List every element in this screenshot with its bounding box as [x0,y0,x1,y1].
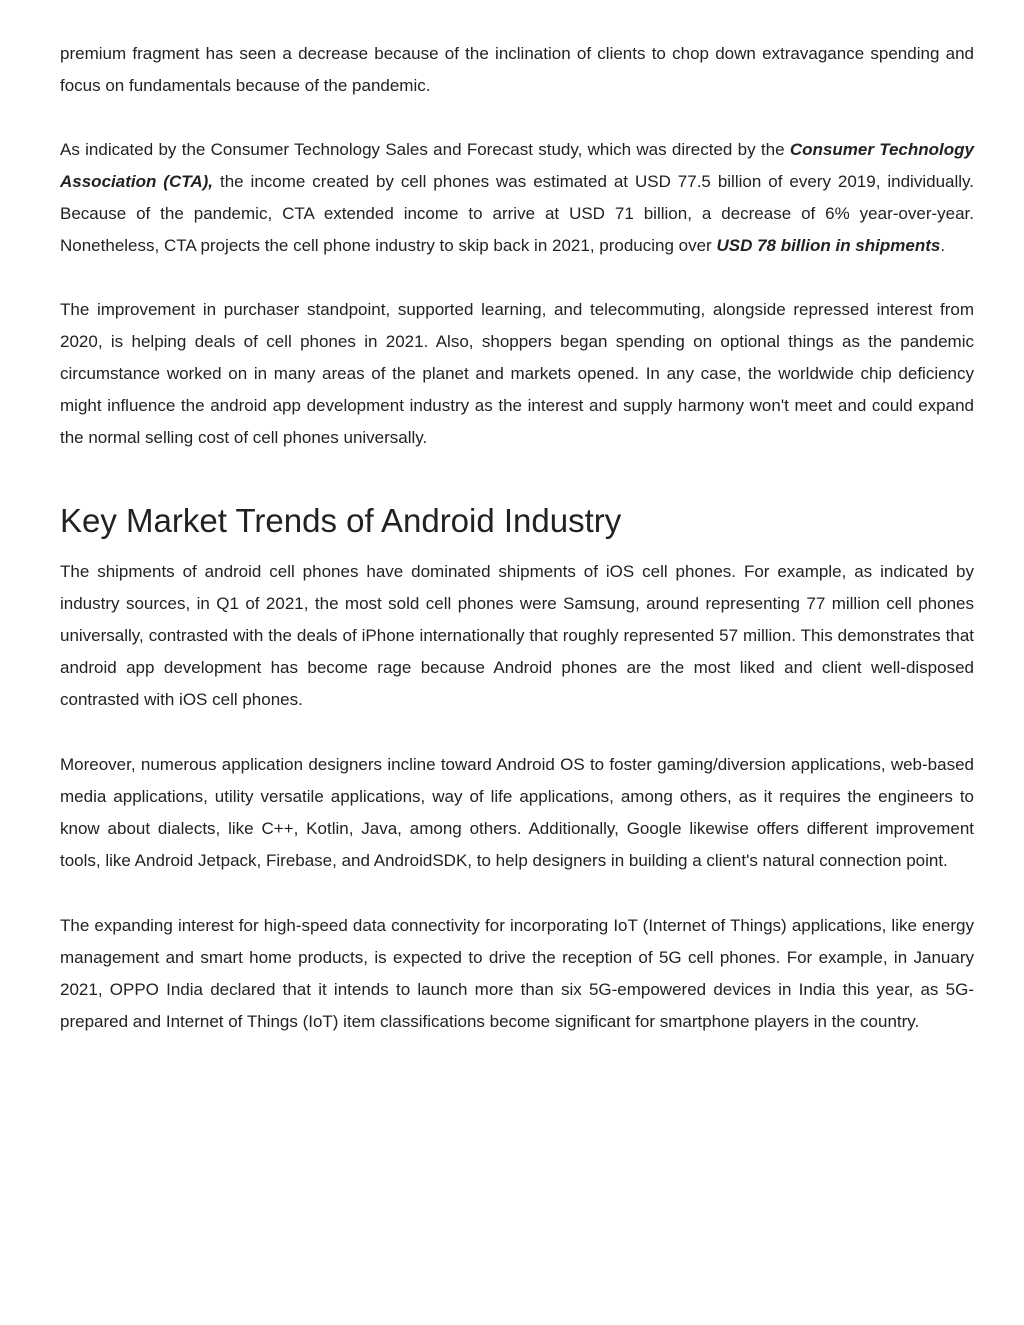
paragraph-text: the income created by cell phones was estimated at USD 77.5 billion of every 2019, individually. Because of the pandemic, CTA extended income to arrive at USD 71 billion, a decrease of 6% year-over-year. Nonetheless, CTA projects the cell phone industry to skip back in 2021, producing over [60,172,974,255]
paragraph-text: As indicated by the Consumer Technology Sales and Forecast study, which was directed by the [60,140,790,159]
heading-gap [60,454,974,500]
paragraph-5g-connectivity: The expanding interest for high-speed data connectivity for incorporating IoT (Internet of Things) applications, like energy management and smart home products, is expected to drive the reception of 5G cell phones. For example, in January 2021, OPPO India declared that it intends to launch more than six 5G-empowered devices in India this year, as 5G-prepared and Internet of Things (IoT) item classifications become significant for smartphone players in the country. [60,916,974,1031]
paragraph-shipments: The shipments of android cell phones have dominated shipments of iOS cell phones. For example, as indicated by industry sources, in Q1 of 2021, the most sold cell phones were Samsung, around representing 77 million cell phones universally, contrasted with the deals of iPhone internationally that roughly represented 57 million. This demonstrates that android app development has become rage because Android phones are the most liked and client well-disposed contrasted with iOS cell phones. [60,562,974,709]
paragraph-app-designers: Moreover, numerous application designers incline toward Android OS to foster gaming/diversion applications, web-based media applications, utility versatile applications, way of life applications, among others, as it requires the engineers to know about dialects, like C++, Kotlin, Java, among others. Additionally, Google likewise offers different improvement tools, like Android Jetpack, Firebase, and AndroidSDK, to help designers in building a client's natural connection point. [60,755,974,870]
heading-gap [60,542,974,556]
paragraph-gap [60,102,974,134]
paragraph-purchaser-standpoint: The improvement in purchaser standpoint, supported learning, and telecommuting, alongside repressed interest from 2020, is helping deals of cell phones in 2021. Also, shoppers began spending on optional things as the pandemic circumstance worked on in many areas of the planet and markets opened. In any case, the worldwide chip deficiency might influence the android app development industry as the interest and supply harmony won't meet and could expand the normal selling cost of cell phones universally. [60,300,974,447]
cta-emphasis: Consumer Technology Association (CTA), [60,140,974,191]
section-heading: Key Market Trends of Android Industry [60,502,622,539]
document-page [60,38,974,1038]
paragraph-gap [60,716,974,749]
paragraph-cta-study [60,134,974,262]
paragraph-gap [60,877,974,910]
paragraph-gap [60,262,974,294]
paragraph-premium-fragment: premium fragment has seen a decrease because of the inclination of clients to chop down extravagance spending and focus on fundamentals because of the pandemic. [60,44,974,95]
shipments-emphasis: USD 78 billion in shipments [716,236,941,255]
paragraph-text: . [940,236,946,255]
